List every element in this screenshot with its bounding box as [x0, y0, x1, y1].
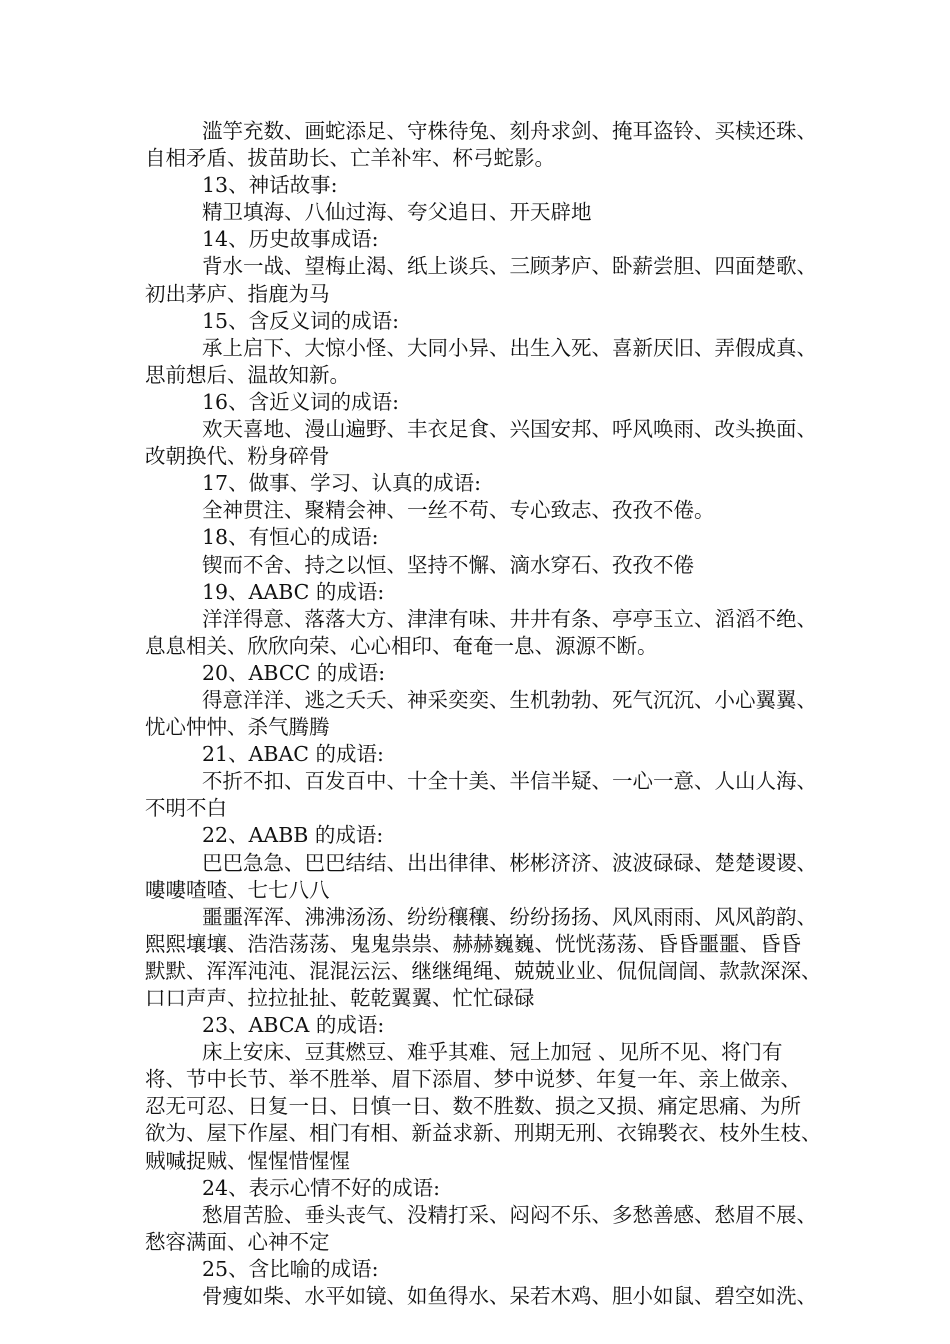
- text-line: 18、有恒心的成语:: [202, 525, 379, 550]
- text-line: 精卫填海、八仙过海、夸父追日、开天辟地: [202, 200, 592, 225]
- text-line: 自相矛盾、拔苗助长、亡羊补牢、杯弓蛇影。: [145, 146, 555, 171]
- text-line: 洋洋得意、落落大方、津津有味、井井有条、亭亭玉立、滔滔不绝、: [202, 606, 817, 631]
- text-line: 不明不白: [145, 796, 227, 821]
- text-line: 愁容满面、心神不定: [145, 1229, 330, 1254]
- text-line: 嘍嘍喳喳、七七八八: [145, 877, 330, 902]
- text-line: 全神贯注、聚精会神、一丝不苟、专心致志、孜孜不倦。: [202, 498, 715, 523]
- text-line: 21、ABAC 的成语:: [202, 742, 384, 767]
- text-line: 16、含近义词的成语:: [202, 389, 399, 414]
- text-line: 息息相关、欣欣向荣、心心相印、奄奄一息、源源不断。: [145, 633, 658, 658]
- text-line: 滥竽充数、画蛇添足、守株待兔、刻舟求剑、掩耳盗铃、买椟还珠、: [202, 119, 817, 143]
- text-line: 15、含反义词的成语:: [202, 308, 399, 333]
- text-line: 愁眉苦脸、垂头丧气、没精打采、闷闷不乐、多愁善感、愁眉不展、: [202, 1202, 817, 1227]
- text-line: 骨瘦如柴、水平如镜、如鱼得水、呆若木鸡、胆小如鼠、碧空如洗、: [202, 1284, 817, 1309]
- text-line: 不折不扣、百发百中、十全十美、半信半疑、一心一意、人山人海、: [202, 769, 817, 794]
- text-line: 改朝换代、粉身碎骨: [145, 444, 330, 469]
- text-line: 23、ABCA 的成语:: [202, 1013, 385, 1038]
- text-line: 忍无可忍、日复一日、日慎一日、数不胜数、损之又损、痛定思痛、为所: [145, 1094, 801, 1119]
- text-line: 欢天喜地、漫山遍野、丰衣足食、兴国安邦、呼风唤雨、改头换面、: [202, 417, 817, 442]
- text-line: 床上安床、豆萁燃豆、难乎其难、冠上加冠 、见所不见、将门有: [202, 1040, 783, 1065]
- text-line: 贼喊捉贼、惺惺惜惺惺: [145, 1148, 350, 1173]
- text-line: 17、做事、学习、认真的成语:: [202, 471, 481, 496]
- text-line: 欲为、屋下作屋、相门有相、新益求新、刑期无刑、衣锦褧衣、枝外生枝、: [145, 1121, 822, 1146]
- text-line: 初出茅庐、指鹿为马: [145, 281, 330, 306]
- text-line: 22、AABB 的成语:: [202, 823, 384, 848]
- text-line: 锲而不舍、持之以恒、坚持不懈、滴水穿石、孜孜不倦: [202, 552, 694, 577]
- document-page: [145, 118, 825, 1310]
- text-line: 25、含比喻的成语:: [202, 1256, 379, 1281]
- text-line: 默默、浑浑沌沌、混混沄沄、继继绳绳、兢兢业业、侃侃訚訚、款款深深、: [145, 958, 822, 983]
- text-line: 思前想后、温故知新。: [145, 362, 350, 387]
- text-line: 19、AABC 的成语:: [202, 579, 385, 604]
- text-line: 将、节中长节、举不胜举、眉下添眉、梦中说梦、年复一年、亲上做亲、: [145, 1067, 801, 1092]
- text-line: 背水一战、望梅止渴、纸上谈兵、三顾茅庐、卧薪尝胆、四面楚歌、: [202, 254, 817, 279]
- text-line: 熙熙壤壤、浩浩荡荡、鬼鬼祟祟、赫赫巍巍、恍恍荡荡、昏昏噩噩、昏昏: [145, 931, 801, 956]
- text-line: 13、神话故事:: [202, 173, 338, 198]
- text-line: 忧心忡忡、杀气腾腾: [145, 715, 330, 740]
- text-line: 20、ABCC 的成语:: [202, 660, 386, 685]
- text-line: 24、表示心情不好的成语:: [202, 1175, 440, 1200]
- text-line: 承上启下、大惊小怪、大同小异、出生入死、喜新厌旧、弄假成真、: [202, 335, 817, 360]
- text-line: 14、历史故事成语:: [202, 227, 379, 252]
- text-line: 口口声声、拉拉扯扯、乾乾翼翼、忙忙碌碌: [145, 986, 535, 1010]
- text-line: 巴巴急急、巴巴结结、出出律律、彬彬济济、波波碌碌、楚楚谡谡、: [202, 850, 817, 875]
- text-line: 得意洋洋、逃之夭夭、神采奕奕、生机勃勃、死气沉沉、小心翼翼、: [202, 687, 817, 712]
- text-line: 噩噩浑浑、沸沸汤汤、纷纷穰穰、纷纷扬扬、风风雨雨、风风韵韵、: [202, 904, 817, 929]
